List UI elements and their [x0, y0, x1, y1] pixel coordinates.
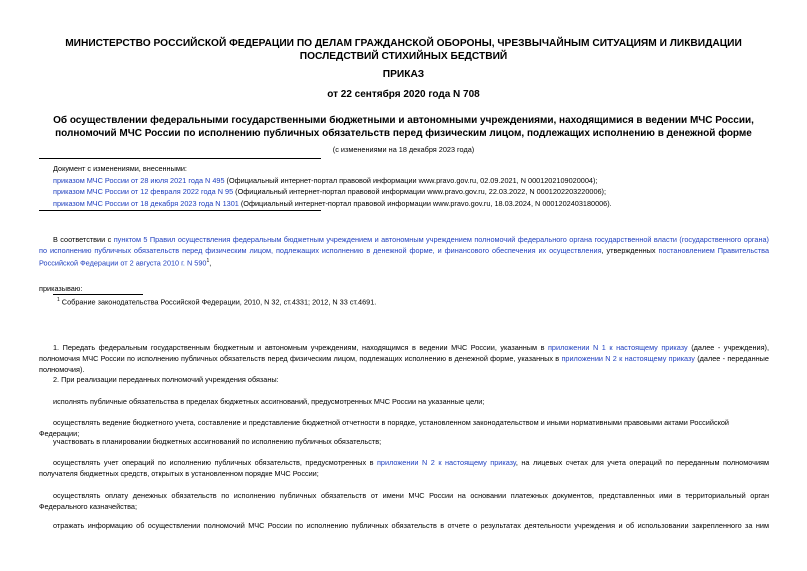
- change-link-1[interactable]: приказом МЧС России от 28 июля 2021 года N 495: [53, 175, 225, 185]
- duty-item: отражать информацию об осуществлении полномочий МЧС России по исполнению публичных обязательств в отчете о результатах деятельности учреждения и об использовании закрепленного за ним: [53, 521, 769, 530]
- document-date-number: от 22 сентября 2020 года N 708: [327, 89, 480, 100]
- footnote-reference[interactable]: 1: [206, 258, 210, 265]
- duty-item: осуществлять ведение бюджетного учета, составление и представление бюджетной отчетности в порядке, установленном законодательством и иными нормативными правовыми актами Российской Федерации;: [39, 418, 729, 439]
- change-link-2[interactable]: приказом МЧС России от 12 февраля 2022 года N 95: [53, 187, 234, 196]
- rules-link[interactable]: пунктом 5 Правил осуществления федеральным бюджетным учреждением и автономным учреждением полномочий федерального органа государственной власти (государственного органа) по исполнению публичных обязательств перед физическим лицом, подлежащих исполнению в денежной форме, и финансового обеспечения их осуществления: [39, 235, 769, 256]
- item-2: 2. При реализации переданных полномочий учреждения обязаны:: [53, 375, 279, 384]
- footnote-text: Собрание законодательства Российской Федерации, 2010, N 32, ст.4331; 2012, N 33 ст.4691.: [59, 297, 377, 307]
- preamble-text: ,: [209, 258, 212, 268]
- changes-intro: Документ с изменениями, внесенными:: [53, 164, 187, 173]
- duty-item: участвовать в планировании бюджетных ассигнований по исполнению публичных обязательств;: [53, 437, 382, 446]
- change-detail: (Официальный интернет-портал правовой информации www.pravo.gov.ru, 18.03.2024, N 0001202403180006).: [238, 198, 612, 208]
- duty-text: , на лицевых счетах для учета операций по переданным полномочиям получателя бюджетных средств, открытых в установленном порядке МЧС России;: [39, 458, 769, 479]
- appendix-1-link[interactable]: приложении N 1 к настоящему приказу: [547, 343, 688, 352]
- change-item: [53, 175, 773, 187]
- change-item: [53, 186, 773, 198]
- duty-item: осуществлять оплату денежных обязательств по исполнению публичных обязательств от имени МЧС России на основании платежных документов, представленных ими в территориальный орган Федерального казначейства;: [39, 491, 769, 512]
- duty-item: исполнять публичные обязательства в пределах бюджетных ассигнований, предусмотренных МЧС России на указанные цели;: [53, 397, 485, 406]
- footnote-divider: [53, 294, 143, 295]
- item-1: [39, 342, 769, 376]
- divider-bottom: [39, 210, 321, 211]
- ministry-heading: МИНИСТЕРСТВО РОССИЙСКОЙ ФЕДЕРАЦИИ ПО ДЕЛАМ ГРАЖДАНСКОЙ ОБОРОНЫ, ЧРЕЗВЫЧАЙНЫМ СИТУАЦИЯМ И ЛИКВИДАЦИИ ПОСЛЕДСТВИЙ СТИХИЙНЫХ БЕДСТВИЙ: [65, 38, 742, 62]
- government-decree-link[interactable]: постановлением Правительства Российской Федерации от 2 августа 2010 г. N 590: [39, 246, 769, 268]
- appendix-2-link[interactable]: приложении N 2 к настоящему приказу: [561, 354, 695, 364]
- preamble-text: , утвержденных: [601, 246, 659, 256]
- item-1-text: (далее - переданные полномочия).: [39, 354, 769, 375]
- divider-top: [39, 158, 321, 159]
- change-detail: (Официальный интернет-портал правовой информации www.pravo.gov.ru, 22.03.2022, N 0001202203220006);: [233, 187, 607, 196]
- footnote-mark: 1: [57, 297, 60, 303]
- item-1-text: (далее - учреждения), полномочия МЧС России по исполнению публичных обязательств перед физическим лицом, подлежащих исполнению в денежной форме, указанных в: [39, 343, 769, 364]
- change-item: [53, 198, 773, 210]
- item-1-text: 1. Передать федеральным государственным бюджетным и автономным учреждениям, находящимся в ведении МЧС России, указанным в: [53, 343, 548, 352]
- changes-block: [53, 163, 773, 209]
- document-type: ПРИКАЗ: [382, 69, 425, 80]
- footnote: [57, 297, 376, 306]
- duty-text: осуществлять учет операций по исполнению публичных обязательств, предусмотренных в: [53, 458, 377, 467]
- preamble-paragraph: [39, 234, 769, 269]
- appendix-2-link[interactable]: приложении N 2 к настоящему приказу: [376, 458, 516, 467]
- order-word: приказываю:: [39, 284, 83, 293]
- duty-item: [39, 457, 769, 479]
- change-link-3[interactable]: приказом МЧС России от 18 декабря 2023 года N 1301: [53, 198, 239, 208]
- document-title: Об осуществлении федеральными государственными бюджетными и автономными учреждениями, находящимися в ведении МЧС России, полномочий МЧС России по исполнению публичных обязательств перед физическим лицом, подлежащих исполнению в денежной форме: [53, 115, 754, 139]
- change-detail: (Официальный интернет-портал правовой информации www.pravo.gov.ru, 02.09.2021, N 0001202109020004);: [224, 175, 598, 185]
- changes-note: (с изменениями на 18 декабря 2023 года): [332, 145, 475, 154]
- preamble-text: В соответствии с: [53, 235, 114, 244]
